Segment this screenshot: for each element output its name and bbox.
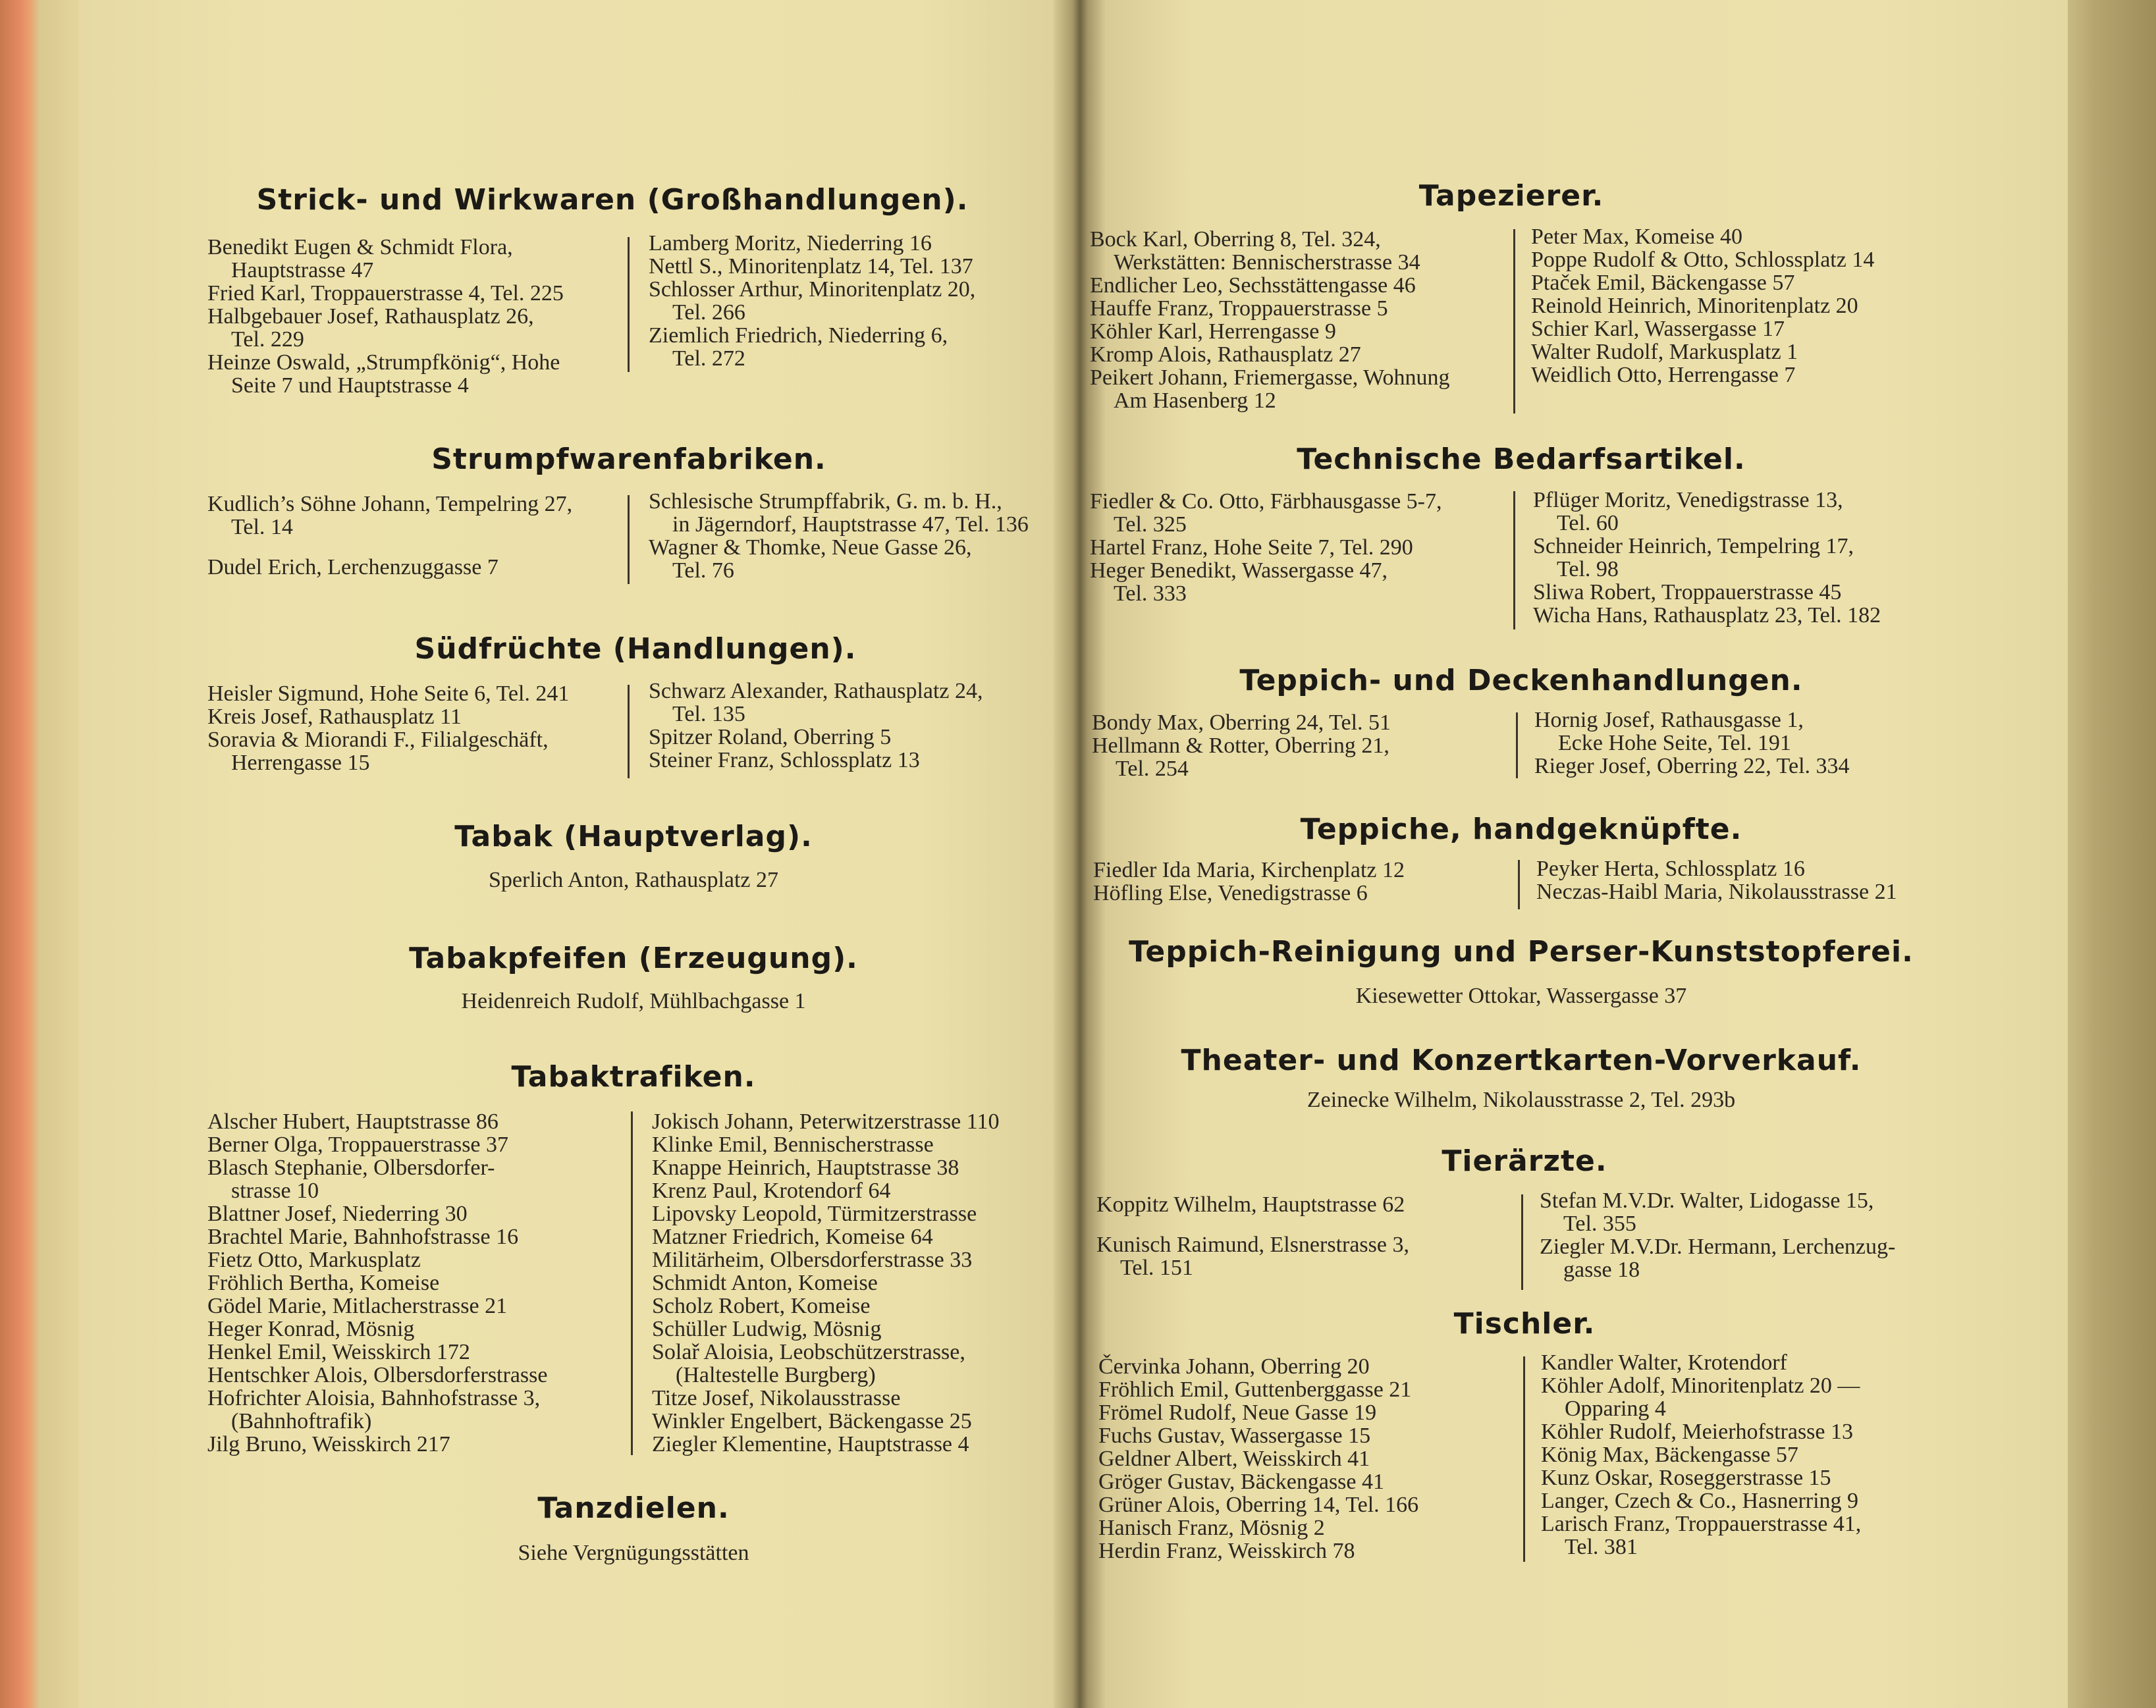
entry-line: Solař Aloisia, Leobschützerstrasse, [652,1340,965,1364]
entry-line: Steiner Franz, Schlossplatz 13 [649,748,920,772]
directory-entry [1090,536,1442,559]
section-title: Strumpfwarenfabriken. [431,442,826,476]
entry-line: Berner Olga, Troppauerstrasse 37 [207,1133,509,1157]
entry-line: Schlosser Arthur, Minoritenplatz 20, [649,277,976,302]
entry-continuation: (Haltestelle Burgberg) [676,1363,876,1387]
section-title: Tabaktrafiken. [511,1060,756,1094]
entry-continuation: Tel. 325 [1114,512,1187,537]
entry-line: Walter Rudolf, Markusplatz 1 [1531,340,1798,364]
entry-line: Frömel Rudolf, Neue Gasse 19 [1098,1401,1377,1425]
entry-continuation: Tel. 14 [231,515,293,539]
column [1540,1189,1895,1281]
entry-line: Fiedler Ida Maria, Kirchenplatz 12 [1093,858,1405,882]
entry-line: Koppitz Wilhelm, Hauptstrasse 62 [1096,1192,1405,1217]
directory-entry [207,282,564,305]
entry: Zeinecke Wilhelm, Nikolausstrasse 2, Tel. 293b [1307,1088,1736,1112]
entry-line: Heisler Sigmund, Hohe Seite 6, Tel. 241 [207,681,570,706]
directory-entry [1098,1424,1418,1447]
entry-line: Scholz Robert, Komeise [652,1294,871,1318]
section-title: Tanzdielen. [537,1491,730,1525]
directory-entry [652,1156,1000,1179]
entry-line: Klinke Emil, Bennischerstrasse [652,1133,934,1157]
directory-entry [207,682,569,705]
column-divider [628,237,630,372]
directory-entry [207,1433,547,1456]
entry: Sperlich Anton, Rathausplatz 27 [488,868,779,892]
directory-entry [207,1271,547,1294]
entry-line: Fietz Otto, Markusplatz [207,1248,421,1272]
section-title: Tierärzte. [1442,1144,1607,1178]
entry-line: Hartel Franz, Hohe Seite 7, Tel. 290 [1090,535,1413,560]
entry-line: Höfling Else, Venedigstrasse 6 [1093,881,1368,905]
entry-line: Knappe Heinrich, Hauptstrasse 38 [652,1156,959,1180]
entry-line: Schmidt Anton, Komeise [652,1271,878,1295]
directory-entry [652,1248,1000,1271]
directory-entry [652,1341,1000,1387]
directory-entry [1098,1355,1418,1378]
directory-entry [1533,581,1881,604]
entry-line: Köhler Karl, Herrengasse 9 [1090,319,1336,344]
directory-entry [1092,711,1391,734]
entry-line: Lipovsky Leopold, Türmitzerstrasse [652,1202,977,1226]
column [207,493,572,579]
directory-entry [652,1410,1000,1433]
entry-continuation: Ecke Hohe Seite, Tel. 191 [1558,731,1791,755]
entry-line: Militärheim, Olbersdorferstrasse 33 [652,1248,973,1272]
entry-line: Kromp Alois, Rathausplatz 27 [1090,342,1361,367]
entry-continuation: Tel. 381 [1565,1535,1638,1559]
column [1534,708,1850,778]
entry-line: Hornig Josef, Rathausgasse 1, [1534,708,1804,732]
column-divider [1513,491,1515,629]
column-divider [628,685,630,778]
entry-line: Poppe Rudolf & Otto, Schlossplatz 14 [1531,248,1875,272]
entry-continuation: Hauptstrasse 47 [231,258,374,282]
entry-line: Köhler Adolf, Minoritenplatz 20 — [1541,1374,1860,1398]
entry-line: Ziegler Klementine, Hauptstrasse 4 [652,1432,969,1456]
entry-line: Bondy Max, Oberring 24, Tel. 51 [1092,710,1391,735]
column [652,1110,1000,1456]
entry-line: Rieger Josef, Oberring 22, Tel. 334 [1534,754,1850,778]
directory-entry [649,726,983,749]
entry-line: Hofrichter Aloisia, Bahnhofstrasse 3, [207,1386,541,1410]
directory-entry [1536,857,1897,880]
entry-line: Bock Karl, Oberring 8, Tel. 324, [1090,227,1381,252]
entry-line: Kreis Josef, Rathausplatz 11 [207,705,462,729]
entry-line: Benedikt Eugen & Schmidt Flora, [207,235,513,259]
directory-entry [1541,1489,1861,1512]
directory-entry [1533,535,1881,581]
directory-entry [1090,297,1450,320]
directory-entry [652,1271,1000,1294]
column [1541,1351,1861,1559]
entry-line: König Max, Bäckengasse 57 [1541,1443,1798,1467]
directory-entry [652,1202,1000,1225]
entry-line: Heger Konrad, Mösnig [207,1317,415,1341]
directory-entry [1533,489,1881,535]
directory-entry [1090,343,1450,366]
directory-entry [1531,317,1874,340]
directory-entry [1098,1470,1418,1493]
column [1531,225,1874,387]
column [1090,490,1442,605]
section-title: Tabakpfeifen (Erzeugung). [409,942,858,975]
directory-entry [1531,340,1874,363]
column-divider [1523,1356,1525,1562]
directory-entry [649,749,983,772]
directory-entry [1098,1378,1418,1401]
entry-line: Langer, Czech & Co., Hasnerring 9 [1541,1489,1859,1513]
entry-line: Fuchs Gustav, Wassergasse 15 [1098,1424,1371,1448]
column [1536,857,1897,903]
column [649,490,1029,582]
column [649,680,983,772]
column-divider [1521,1194,1523,1290]
column [649,232,975,370]
directory-entry [1098,1516,1418,1539]
entry-line: Hentschker Alois, Olbersdorferstrasse [207,1363,548,1387]
directory-entry [1090,366,1450,412]
directory-entry [207,1341,547,1364]
directory-entry [649,680,983,726]
entry-line: Schlesische Strumpffabrik, G. m. b. H., [649,489,1002,514]
directory-entry [207,1202,547,1225]
directory-entry [652,1133,1000,1156]
entry-continuation: Tel. 333 [1114,581,1187,606]
directory-entry [207,305,564,351]
entry-line: Geldner Albert, Weisskirch 41 [1098,1447,1370,1471]
entry-line: Alscher Hubert, Hauptstrasse 86 [207,1109,499,1134]
directory-entry [207,1294,547,1318]
directory-entry [652,1110,1000,1133]
entry-line: Kandler Walter, Krotendorf [1541,1350,1787,1375]
entry-line: Heinze Oswald, „Strumpfkönig“, Hohe [207,350,560,375]
entry-line: Fiedler & Co. Otto, Färbhausgasse 5-7, [1090,489,1442,514]
section-title: Teppiche, handgeknüpfte. [1300,813,1742,846]
column [1093,859,1405,905]
entry-line: Hauffe Franz, Troppauerstrasse 5 [1090,296,1388,321]
directory-entry [1540,1235,1895,1281]
directory-entry [1540,1189,1895,1235]
section-title: Tapezierer. [1418,179,1604,213]
entry-continuation: Tel. 135 [672,702,745,726]
entry-line: Halbgebauer Josef, Rathausplatz 26, [207,304,534,329]
directory-entry [649,490,1029,536]
entry: Siehe Vergnügungsstätten [518,1541,749,1565]
entry-line: Ziemlich Friedrich, Niederring 6, [649,323,948,348]
directory-entry [1541,1443,1861,1466]
directory-entry [652,1294,1000,1318]
directory-entry [207,1156,547,1202]
column [1092,711,1391,780]
directory-entry [1090,228,1450,274]
directory-entry [1531,363,1874,387]
entry-line: Winkler Engelbert, Bäckengasse 25 [652,1409,972,1433]
directory-entry [652,1318,1000,1341]
entry-spacer [207,539,572,556]
section-title: Teppich- und Deckenhandlungen. [1239,664,1803,697]
entry-line: Wagner & Thomke, Neue Gasse 26, [649,535,972,560]
entry-line: Blattner Josef, Niederring 30 [207,1202,468,1226]
directory-entry [207,705,569,728]
directory-entry [1092,734,1391,780]
directory-entry [652,1387,1000,1410]
directory-entry [1541,1374,1861,1420]
directory-entry [1093,882,1405,905]
column [207,236,564,397]
entry-line: Stefan M.V.Dr. Walter, Lidogasse 15, [1540,1188,1874,1213]
section-title: Tabak (Hauptverlag). [454,820,813,853]
directory-entry [1098,1493,1418,1516]
entry-line: Fröhlich Emil, Guttenberggasse 21 [1098,1377,1412,1402]
entry-continuation: Tel. 272 [672,346,745,371]
entry-line: Hanisch Franz, Mösnig 2 [1098,1516,1325,1540]
directory-entry [207,351,564,397]
directory-entry [1531,294,1874,317]
column-divider [1518,860,1520,909]
entry-line: Lamberg Moritz, Niederring 16 [649,231,932,255]
column-divider [1513,229,1515,414]
directory-entry [207,493,572,539]
book-edge [0,0,79,1708]
directory-entry [1541,1351,1861,1374]
entry-spacer [1096,1216,1409,1233]
entry-line: Nettl S., Minoritenplatz 14, Tel. 137 [649,254,973,279]
directory-entry [1534,755,1850,778]
entry-line: Hellmann & Rotter, Oberring 21, [1092,734,1389,758]
entry-line: Herdin Franz, Weisskirch 78 [1098,1539,1355,1563]
entry-line: Wicha Hans, Rathausplatz 23, Tel. 182 [1533,603,1881,627]
column [1096,1193,1409,1279]
entry-line: Blasch Stephanie, Olbersdorfer- [207,1156,495,1180]
directory-entry [1090,320,1450,343]
section-title: Strick- und Wirkwaren (Großhandlungen). [256,183,969,217]
section-title: Teppich-Reinigung und Perser-Kunststopferei. [1129,935,1914,969]
entry-line: Peikert Johann, Friemergasse, Wohnung [1090,365,1450,390]
directory-entry [652,1179,1000,1202]
entry-continuation: Tel. 229 [231,327,304,352]
directory-entry [1541,1466,1861,1489]
entry-line: Sliwa Robert, Troppauerstrasse 45 [1533,580,1842,604]
entry-line: Jilg Bruno, Weisskirch 217 [207,1432,450,1456]
entry-continuation: Seite 7 und Hauptstrasse 4 [231,373,469,398]
entry-line: Jokisch Johann, Peterwitzerstrasse 110 [652,1109,1000,1134]
entry: Kiesewetter Ottokar, Wassergasse 37 [1355,984,1687,1008]
entry-continuation: in Jägerndorf, Hauptstrasse 47, Tel. 136 [672,512,1029,537]
entry-line: Spitzer Roland, Oberring 5 [649,725,892,749]
directory-entry [1534,708,1850,755]
section-title: Tischler. [1453,1307,1596,1341]
directory-entry [1096,1193,1409,1216]
entry-line: Weidlich Otto, Herrengasse 7 [1531,363,1796,387]
entry-line: Endlicher Leo, Sechsstättengasse 46 [1090,273,1416,298]
directory-entry [1090,490,1442,536]
directory-entry [1536,880,1897,903]
column [207,682,569,774]
entry-continuation: Tel. 355 [1563,1212,1636,1236]
directory-entry [1541,1512,1861,1559]
directory-entry [649,278,975,324]
entry-line: Červinka Johann, Oberring 20 [1098,1354,1370,1379]
directory-entry [1531,225,1874,248]
directory-entry [1533,604,1881,627]
column [207,1110,547,1456]
entry-line: Schwarz Alexander, Rathausplatz 24, [649,679,983,703]
entry-line: Gödel Marie, Mitlacherstrasse 21 [207,1294,508,1318]
column-divider [628,495,630,584]
entry-continuation: Tel. 60 [1557,511,1619,535]
entry-line: Brachtel Marie, Bahnhofstrasse 16 [207,1225,519,1249]
directory-entry [649,324,975,370]
directory-entry [1541,1420,1861,1443]
entry-line: Peyker Herta, Schlossplatz 16 [1536,857,1805,881]
directory-entry [207,1110,547,1133]
entry-continuation: Tel. 76 [672,558,734,583]
entry-continuation: strasse 10 [231,1179,319,1203]
entry-continuation: Herrengasse 15 [231,751,370,775]
directory-entry [652,1225,1000,1248]
entry-continuation: Tel. 266 [672,300,745,325]
directory-entry [207,236,564,282]
entry-continuation: Tel. 98 [1557,557,1619,581]
entry-continuation: gasse 18 [1563,1258,1640,1282]
section-title: Südfrüchte (Handlungen). [414,632,857,666]
directory-entry [207,1364,547,1387]
entry-line: Ziegler M.V.Dr. Hermann, Lerchenzug- [1540,1235,1896,1259]
entry-line: Kudlich’s Söhne Johann, Tempelring 27, [207,492,573,516]
column-divider [1516,712,1518,778]
entry-continuation: Tel. 151 [1120,1256,1193,1280]
entry-line: Henkel Emil, Weisskirch 172 [207,1340,470,1364]
entry-line: Köhler Rudolf, Meierhofstrasse 13 [1541,1420,1854,1444]
entry-line: Fried Karl, Troppauerstrasse 4, Tel. 225 [207,281,564,306]
entry-line: Peter Max, Komeise 40 [1531,225,1743,249]
column [1090,228,1450,412]
entry-line: Schier Karl, Wassergasse 17 [1531,317,1785,341]
directory-entry [652,1433,1000,1456]
directory-entry [207,1318,547,1341]
entry-continuation: Tel. 254 [1116,757,1189,781]
column [1098,1355,1418,1562]
entry-line: Kunisch Raimund, Elsnerstrasse 3, [1096,1233,1409,1257]
directory-entry [1090,559,1442,605]
directory-entry [649,255,975,278]
directory-entry [207,1225,547,1248]
entry-line: Reinold Heinrich, Minoritenplatz 20 [1531,294,1858,318]
directory-entry [1093,859,1405,882]
directory-entry [1098,1539,1418,1562]
directory-entry [649,232,975,255]
entry-line: Larisch Franz, Troppauerstrasse 41, [1541,1512,1862,1536]
entry: Heidenreich Rudolf, Mühlbachgasse 1 [461,989,806,1013]
column-divider [631,1111,633,1455]
entry-line: Matzner Friedrich, Komeise 64 [652,1225,933,1249]
directory-entry [207,1133,547,1156]
directory-entry [1531,271,1874,294]
directory-entry [1098,1447,1418,1470]
right-page-edge [2068,0,2156,1708]
section-title: Technische Bedarfsartikel. [1297,442,1746,476]
directory-entry [649,536,1029,582]
directory-entry [1098,1401,1418,1424]
directory-entry [207,556,572,579]
directory-entry [207,728,569,774]
entry-continuation: Werkstätten: Bennischerstrasse 34 [1114,250,1420,275]
entry-continuation: Opparing 4 [1565,1397,1666,1421]
directory-entry [1090,274,1450,297]
entry-line: Pflüger Moritz, Venedigstrasse 13, [1533,488,1843,512]
entry-line: Neczas-Haibl Maria, Nikolausstrasse 21 [1536,880,1897,904]
entry-line: Heger Benedikt, Wassergasse 47, [1090,558,1388,583]
entry-line: Titze Josef, Nikolausstrasse [652,1386,901,1410]
directory-entry [1531,248,1874,271]
entry-continuation: Am Hasenberg 12 [1114,388,1276,413]
entry-line: Dudel Erich, Lerchenzuggasse 7 [207,555,499,579]
entry-line: Krenz Paul, Krotendorf 64 [652,1179,891,1203]
directory-entry [1096,1233,1409,1279]
entry-line: Gröger Gustav, Bäckengasse 41 [1098,1470,1384,1494]
column [1533,489,1881,627]
entry-line: Soravia & Miorandi F., Filialgeschäft, [207,728,549,752]
entry-line: Schneider Heinrich, Tempelring 17, [1533,534,1854,558]
section-title: Theater- und Konzertkarten-Vorverkauf. [1181,1044,1862,1077]
entry-continuation: (Bahnhoftrafik) [231,1409,372,1433]
entry-line: Schüller Ludwig, Mösnig [652,1317,882,1341]
entry-line: Grüner Alois, Oberring 14, Tel. 166 [1098,1493,1419,1517]
directory-entry [207,1248,547,1271]
entry-line: Kunz Oskar, Roseggerstrasse 15 [1541,1466,1831,1490]
entry-line: Ptaček Emil, Bäckengasse 57 [1531,271,1795,295]
directory-entry [207,1387,547,1433]
entry-line: Fröhlich Bertha, Komeise [207,1271,440,1295]
